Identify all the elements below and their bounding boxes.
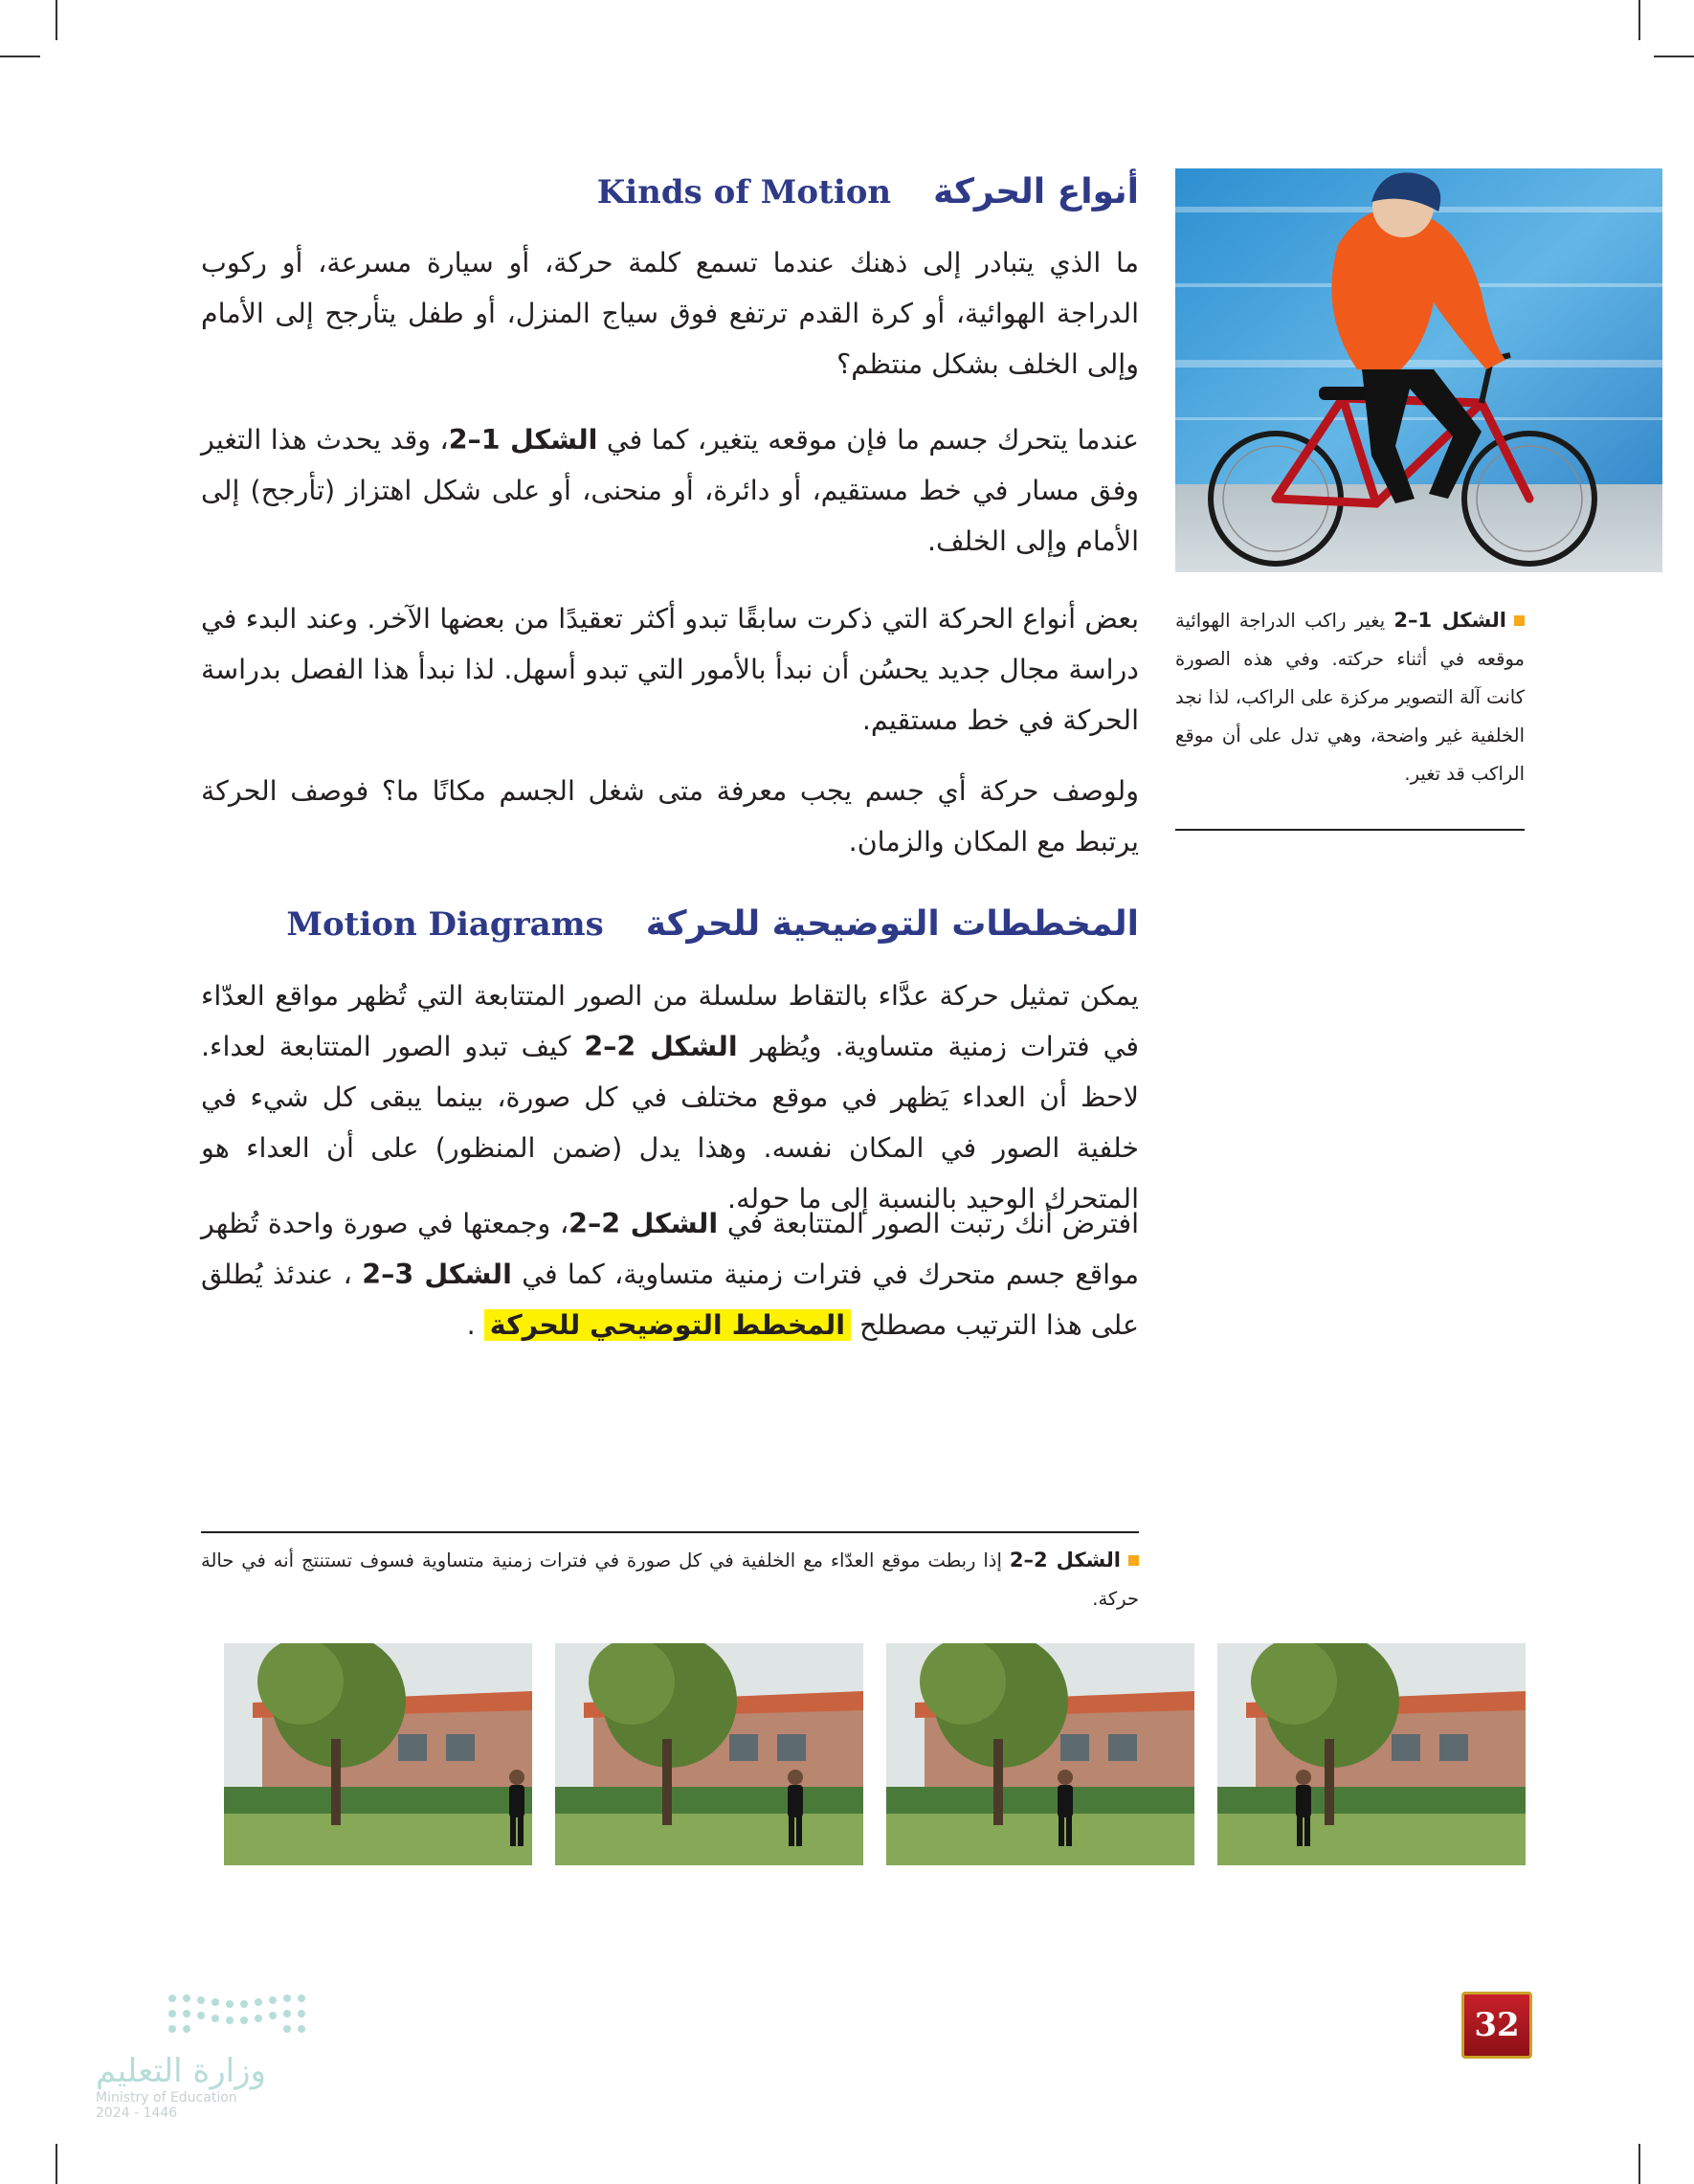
runner-frame [555,1643,863,1865]
crop-mark [0,56,40,57]
paragraph: ما الذي يتبادر إلى ذهنك عندما تسمع كلمة حركة، أو سيارة مسرعة، أو ركوب الدراجة الهوائية، أو كرة القدم ترتفع فوق سياج المنزل، أو طفل يتأرجح إلى الأمام وإلى الخلف بشكل منتظم؟ [201,247,1139,380]
cyclist-photo [1175,168,1662,572]
crop-mark [1638,2144,1640,2184]
crop-mark [56,2144,57,2184]
cyclist-illustration [1175,168,1662,572]
runner-photo-sequence [224,1643,1526,1865]
figure-reference: الشكل 1–2 [448,424,598,456]
heading-arabic: المخططات التوضيحية للحركة [645,904,1139,944]
bullet-square-icon [1128,1555,1139,1566]
paragraph: يمكن تمثيل حركة عدَّاء بالتقاط سلسلة من الصور المتتابعة التي تُظهر مواقع العدّاء في فترات زمنية متساوية. ويُظهر الشكل 2–2 كيف تبدو الصور المتتابعة لعداء. لاحظ أن العداء يَظهر في موقع مختلف في كل صورة، بينما يبقى كل شيء في خلفية الصور في المكان نفسه. وهذا يدل (ضمن المنظور) على أن العداء هو المتحرك الوحيد بالنسبة إلى ما حوله. [201,980,1140,1215]
ministry-logo [96,1991,316,2121]
section-heading-motion-diagrams [286,904,1139,944]
crop-mark [56,0,57,40]
runner-frame [224,1643,532,1865]
section-heading-kinds-of-motion [597,172,1139,212]
figure-reference: الشكل 2–2 [584,1031,738,1062]
caption-rule [201,1531,1139,1533]
figure-caption: الشكل 2–2 إذا ربطت موقع العدّاء مع الخلفية في كل صورة في فترات زمنية متساوية فسوف تستنتج أنه في حالة حركة. [201,1549,1139,1610]
page-number: 32 [1461,1992,1532,2059]
ministry-year: 2024 - 1446 [96,2106,178,2121]
runner-frame [1217,1643,1526,1865]
crop-mark [1638,0,1640,40]
heading-arabic: أنواع الحركة [933,172,1139,212]
bullet-square-icon [1514,615,1525,626]
runner-frame [886,1643,1194,1865]
heading-english: Kinds of Motion [596,173,892,212]
figure-label: الشكل 2–2 [1009,1549,1121,1571]
heading-english: Motion Diagrams [286,905,604,944]
paragraph: افترض أنك رتبت الصور المتتابعة في الشكل 2–2، وجمعتها في صورة واحدة تُظهر مواقع جسم متحرك في فترات زمنية متساوية، كما في الشكل 3–2 ، عندئذ يُطلق على هذا الترتيب مصطلح المخطط التوضيحي للحركة . [201,1208,1140,1341]
caption-rule [1175,829,1525,831]
paragraph: ولوصف حركة أي جسم يجب معرفة متى شغل الجسم مكانًا ما؟ فوصف الحركة يرتبط مع المكان والزمان. [201,775,1139,858]
ministry-dots-icon [96,1991,316,2039]
crop-mark [1654,56,1694,57]
figure-caption: الشكل 1–2 يغير راكب الدراجة الهوائية موقعه في أثناء حركته. وفي هذه الصورة كانت آلة التصوير مركزة على الراكب، لذا نجد الخلفية غير واضحة، وهي تدل على أن موقع الراكب قد تغير. [1175,609,1525,785]
figure-reference: الشكل 3–2 [362,1259,512,1290]
highlighted-term: المخطط التوضيحي للحركة [484,1309,851,1341]
ministry-name-arabic: وزارة التعليم [96,2052,266,2090]
figure-reference: الشكل 2–2 [568,1208,719,1239]
ministry-name-english: Ministry of Education [96,2090,237,2106]
paragraph: بعض أنواع الحركة التي ذكرت سابقًا تبدو أكثر تعقيدًا من بعضها الآخر. وعند البدء في دراسة مجال جديد يحسُن أن نبدأ بالأمور التي تبدو أسهل. لذا نبدأ هذا الفصل بدراسة الحركة في خط مستقيم. [201,603,1139,736]
paragraph: عندما يتحرك جسم ما فإن موقعه يتغير، كما في الشكل 1–2، وقد يحدث هذا التغير وفق مسار في خط مستقيم، أو دائرة، أو منحنى، أو على شكل اهتزاز (تأرجح) إلى الأمام وإلى الخلف. [201,424,1139,557]
figure-label: الشكل 1–2 [1393,609,1506,632]
